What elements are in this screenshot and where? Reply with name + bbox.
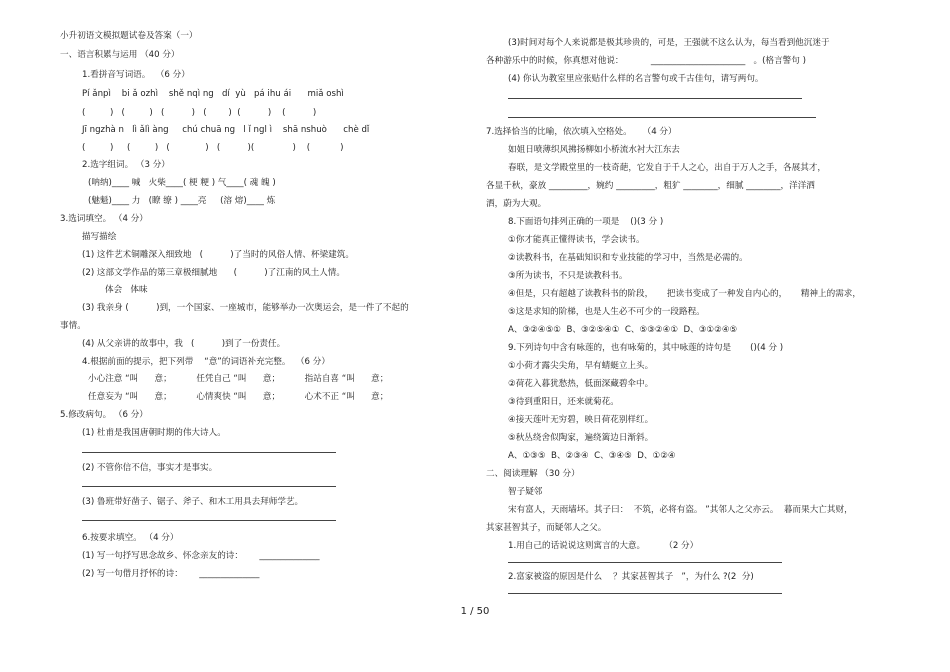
list-item: ⑤秋丛绕舍似陶家，遍绕篱边日渐斜。 (508, 433, 654, 443)
question-line: (1) 杜甫是我国唐朝时期的伟大诗人。 (82, 428, 226, 438)
answer-line (508, 117, 816, 118)
list-item: ④接天莲叶无穷碧，映日荷花别样红。 (508, 415, 654, 425)
question-line: 2.富家被盗的原因是什么 ？其家甚智其子 ”，为什么 ?(2 分) (508, 572, 754, 582)
word-choices: 描写描绘 (82, 232, 117, 242)
question-heading: 4.根据前面的提示，把下列带 “意”的词语补充完整。 （6 分） (82, 357, 330, 367)
answer-brackets: ( ) ( ) ( ) ( )( ) ( ) (82, 143, 344, 153)
answer-line (82, 452, 336, 453)
answer-line (508, 98, 802, 99)
question-heading: 2.选字组词。 （3 分） (82, 160, 170, 170)
passage-line: 洒，蔚为大观。 (486, 199, 547, 209)
list-item: ③所为读书，不只是读教科书。 (508, 271, 628, 281)
question-line: (3)时间对每个人来说都是极其珍贵的，可是，王强就不这么认为，每当看到他沉迷于 (508, 38, 830, 48)
passage-line: 春联，是文学殿堂里的一枝奇葩，它发自于千人之心，出自于万人之手，各展其才， (508, 163, 826, 173)
list-item: ④但是，只有超越了读教科书的阶段， 把读书变成了一种发自内心的， 精神上的需求， (508, 289, 861, 299)
answer-line (508, 562, 782, 563)
question-line: 各种游乐中的时候，你真想对他说： ______________________ 。(格言警句 ) (486, 56, 806, 66)
question-heading: 8.下面语句排列正确的一项是 ()(3 分 ) (508, 217, 664, 227)
question-heading: 5.修改病句。 （6 分） (60, 410, 148, 420)
question-heading: 1.看拼音写词语。 （6 分） (82, 70, 190, 80)
question-line: 小心注意 “叫 意； 任凭自己 “叫 意； 指站自喜 “叫 意； (88, 374, 389, 384)
question-line: (2) 写一句借月抒怀的诗： ______________ (82, 569, 260, 579)
question-line: (4) 你认为教室里应张贴什么样的名言警句或千古佳句，请写两句。 (508, 74, 764, 84)
answer-line (82, 520, 336, 521)
section-heading: 二、阅读理解 （30 分） (486, 469, 580, 479)
section-heading: 一、语言积累与运用 （40 分） (60, 50, 180, 60)
question-line: (4) 从父亲讲的故事中，我 ( )到了一份责任。 (82, 339, 286, 349)
pinyin-line: Pí ǎnpì bi ǎ ozhì shě nqì ng dí yù pá ihu ái miǎ oshì (82, 89, 344, 99)
list-item: ①你才能真正懂得读书，学会读书。 (508, 235, 645, 245)
answer-line (82, 486, 336, 487)
question-heading: 7.选择恰当的比喻，依次填入空格处。 （4 分） (486, 127, 677, 137)
list-item: ⑤这是求知的阶梯，也是人生必不可少的一段路程。 (508, 307, 705, 317)
answer-options: A、③②④⑤① B、③②⑤④① C、⑤③②④① D、③①②④⑤ (508, 325, 738, 335)
question-heading: 6.按要求填空。 （4 分） (82, 533, 179, 543)
question-line: (2) 这部文学作品的第三章极细腻地 ( )了江南的风土人情。 (82, 268, 345, 278)
simile-options: 如姐日喷薄织风拂扬柳如小桥流水衬大江东去 (508, 145, 680, 155)
question-heading: 9.下列诗句中含有咏莲的，也有咏菊的，其中咏莲的诗句是 ()(4 分 ) (508, 343, 784, 353)
answer-line (508, 593, 782, 594)
answer-options: A、①③⑤ B、②③④ C、③④⑤ D、①②④ (508, 451, 676, 461)
list-item: ③待到重阳日，还来就菊花。 (508, 397, 619, 407)
passage-line: 宋有富人，天雨墙坏。其子曰： 不筑，必将有盗。 ”其邻人之父亦云。 暮而果大亡其财， (508, 505, 853, 515)
passage-line: 各显千秋，豪放 _________，婉约 _________，粗犷 ________，细腻 ________，洋洋洒 (486, 181, 815, 191)
question-line: 任意妄为 “叫 意； 心情爽快 “叫 意； 心术不正 “叫 意； (88, 392, 389, 402)
answer-brackets: ( ) ( ) ( ) ( ) ( ) ( ) (82, 108, 317, 118)
document-title: 小升初语文模拟题试卷及答案（一） (60, 31, 198, 41)
passage-line: 其家甚智其子，而疑邻人之父。 (486, 523, 607, 533)
question-line: (1) 这件艺术铜雕深入细致地 ( )了当时的风俗人情、杯梁建筑。 (82, 250, 354, 260)
question-line: (1) 写一句抒写思念故乡、怀念亲友的诗： ______________ (82, 551, 320, 561)
list-item: ②荷花入暮犹愁热，低面深藏碧伞中。 (508, 379, 654, 389)
question-line: (2) 不管你信不信，事实才是事实。 (82, 463, 218, 473)
question-line: (呐纳)____ 喊 火柴____( 梗 粳 ) 气____( 魂 魄 ) (88, 178, 276, 188)
pinyin-line: Jī ngzhà n lì ǎlì àng chú chuā ng l ǐ ngl ì shā nshuò chè dǐ (82, 125, 370, 135)
word-choices: 体会 体味 (105, 285, 148, 295)
question-line: 1.用自己的话说说这则寓言的大意。 （2 分） (508, 541, 699, 551)
question-heading: 3.选词填空。 （4 分） (60, 214, 148, 224)
question-line: (3) 我亲身 ( )到，一个国家、一座城市，能够举办一次奥运会，是一件了不起的 (82, 303, 409, 313)
question-line: 事情。 (60, 321, 86, 331)
page-indicator: 1 / 50 (460, 606, 490, 617)
question-line: (3) 鲁班带好凿子、锯子、斧子、和木工用具去拜师学艺。 (82, 497, 304, 507)
question-line: (魅魁)____ 力 (瞭 缭 ) ____亮 (溶 熔)____ 炼 (88, 196, 276, 206)
list-item: ①小荷才露尖尖角，早有蜻蜓立上头。 (508, 361, 654, 371)
list-item: ②读教科书，在基础知识和专业技能的学习中，当然是必需的。 (508, 253, 748, 263)
passage-title: 智子疑邻 (508, 487, 543, 497)
